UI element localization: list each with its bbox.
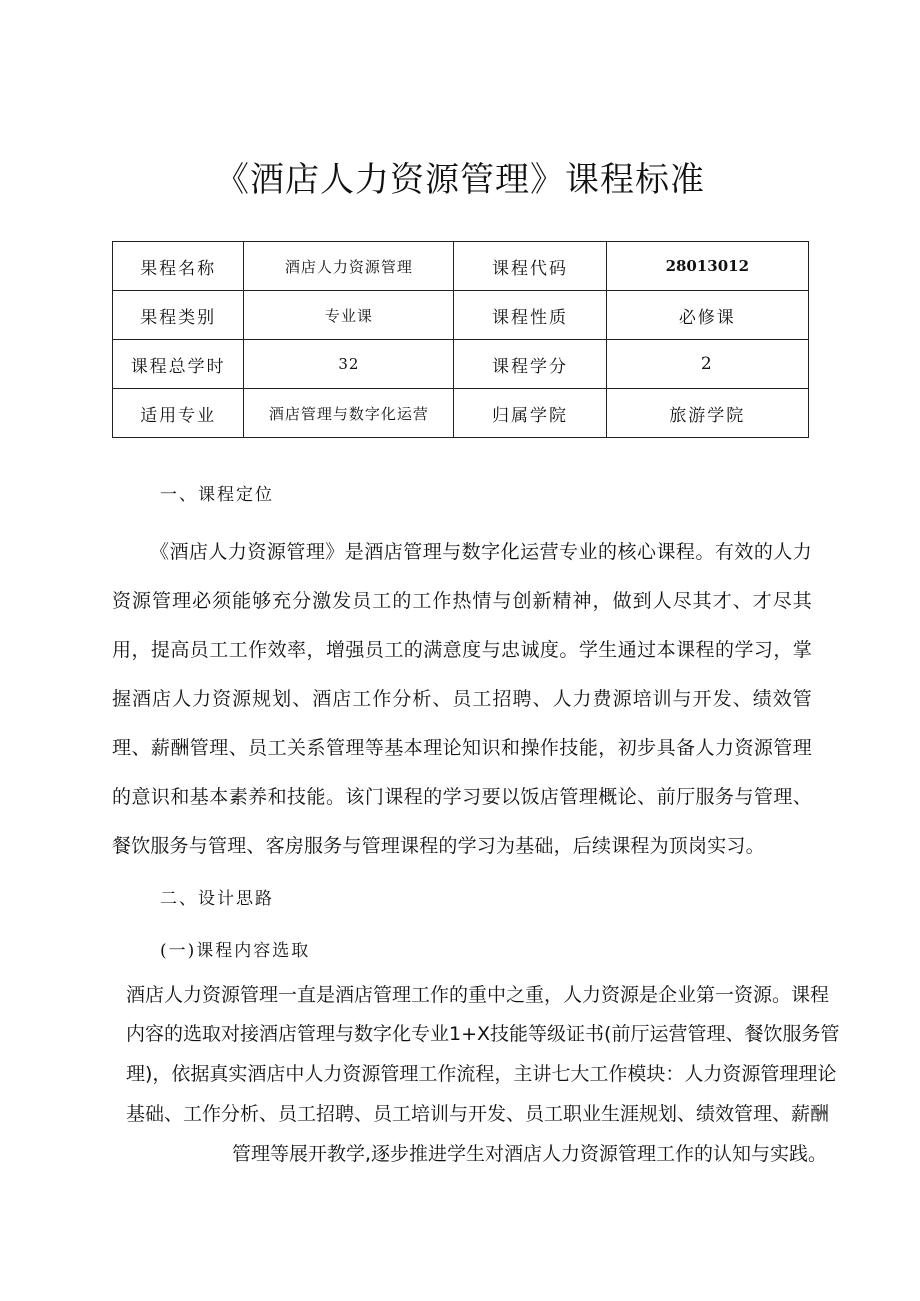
course-category-value: 专业课 (244, 291, 454, 340)
major-label: 适用专业 (113, 389, 244, 438)
table-row (113, 340, 809, 389)
course-code-value: 28013012 (606, 242, 808, 291)
section2-line-3: 理)，依据真实酒店中人力资源管理工作流程，主讲七大工作模块：人力资源管理理论 (126, 1063, 837, 1085)
section1-paragraph: 《酒店人力资源管理》是酒店管理与数字化运营专业的核心课程。有效的人力资源管理必须能够充分激发员工的工作热情与创新精神，做到人尽其才、才尽其用，提高员工工作效率，增强员工的满意度与忠诚度。学生通过本课程的学习，掌握酒店人力资源规划、酒店工作分析、员工招聘、人力费源培训与开发、绩效管理、薪酬管理、员工关系管理等基本理论知识和操作技能，初步具备人力资源管理的意识和基本素养和技能。该门课程的学习要以饭店管理概论、前厅服务与管理、餐饮服务与管理、客房服务与管理课程的学习为基础，后续课程为顶岗实习。 (112, 541, 812, 857)
section2-line-5: 管理等展开教学,逐步推进学生对酒店人力资源管理工作的认知与实践。 (232, 1143, 828, 1165)
college-label: 归属学院 (454, 389, 606, 438)
course-name-label: 果程名称 (113, 242, 244, 291)
credits-value: 2 (606, 340, 808, 389)
section2-line-4: 基础、工作分析、员工招聘、员工培训与开发、员工职业生涯规划、绩效管理、薪酬 (126, 1103, 830, 1125)
course-name-value: 酒店人力资源管理 (244, 242, 454, 291)
course-code-label: 课程代码 (454, 242, 606, 291)
course-nature-value: 必修课 (606, 291, 808, 340)
document-title: 《酒店人力资源管理》课程标准 (215, 160, 705, 200)
course-info-table (112, 241, 809, 438)
section2-subheading: (一)课程内容选取 (160, 941, 311, 961)
course-category-label: 果程类别 (113, 291, 244, 340)
section2-line-1: 酒店人力资源管理一直是酒店管理工作的重中之重，人力资源是企业第一资源。课程 (126, 984, 830, 1006)
table-row (113, 242, 809, 291)
table-row (113, 389, 809, 438)
section2-line-2: 内容的选取对接酒店管理与数字化专业1+X技能等级证书(前厅运营管理、餐饮服务管 (126, 1023, 840, 1045)
section1-heading: 一、课程定位 (160, 485, 274, 505)
credits-label: 课程学分 (454, 340, 606, 389)
college-value: 旅游学院 (606, 389, 808, 438)
table-row (113, 291, 809, 340)
total-hours-label: 课程总学时 (113, 340, 244, 389)
major-value: 酒店管理与数字化运营 (244, 389, 454, 438)
section2-heading: 二、设计思路 (160, 889, 274, 909)
course-nature-label: 课程性质 (454, 291, 606, 340)
total-hours-value: 32 (244, 340, 454, 389)
